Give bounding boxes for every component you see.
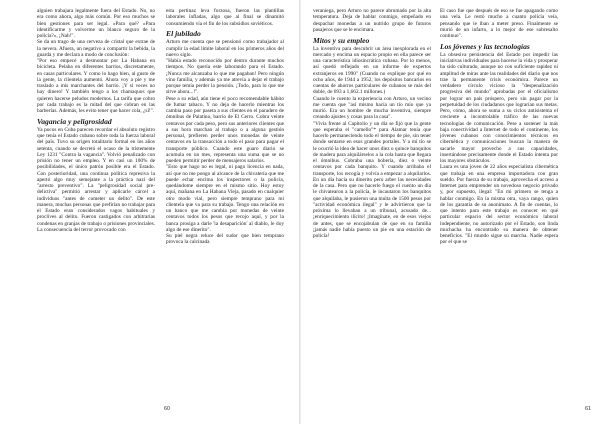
body-paragraph: "Por eso empecé a desmontar por La Habana en bicicleta. Pelaba en diferentes barrios, discretamente, en casas particulares. Y como lo hago bien, al gusto de la gente, la clientela aumentó. Ahora voy a pie y me traslado a mis marchantes del barrio. ¡Y si veces no hay dinero! Y también tengo a los chamaquos que quieren hacerse peludos modernos. La tarifa que cobro por cada trabajo es la mitad del que cobran en las barberías. Además, les evito tener que hacer cola, ¿sí!". [37,58,155,114]
body-paragraph: "Vivía frente al Capitolio y un día se fijó que la gente que esperaba el "camello"* para Alamar tenía que hacerlo permaneciendo todo el tiempo de pie, sin tener donde sentarse en esos grandes portales. Y a mí tío se le ocurrió la idea de hacer unos diez o quince banquitos de madera para alquilárselos a la cola hasta que llegara el ómnibus. Cobraba una bobería, diez o veinte centavos por cada banquito. Y cuando arribaba el transporte, los recogía y volvía a empezar a alquilarlos. En un día hacía su dinerito pero arber las necesidades de la casa. Pero que no hacerle fuego el cuento un día le chivatearon a la policía, le incautaron los banquitos que alquilaba, le pusieron una multa de 1500 pesos por "actividad económica ilegal" y le advirtieron que la próxima lo llevaban a un tribunal, acusado de... ¡enriquecimiento ilícito! ¡Imagínate, en de esos viejos de antes, que se encojabulan de que en su familia ¡jamás nadie había puesto un pie en una estación de policía! [313,120,431,239]
body-paragraph: "Había estado reconocido por dentro durante muchos tiempos. No quería este laborando para el Estado. ¡Nunca me alcanzaba lo que me pagaban! Pero ningún vino familia, y además ya me atrevía a dejar el trabajo porque temía perder la pensión. ¡Todo, para lo que me sirve ahora...!". [166,58,284,96]
right-page-column-2 [440,8,558,412]
body-paragraph: alguien trabajara legalmente fuera del Estado. No, no era como ahora, algo más común. Por eso muchos se bien gestiones para ser legal. «Para qué? «Para identificarme y volverme un blanco seguro de la policía?», ¡Nah!". [37,8,155,39]
body-paragraph: "Esto que hago no es legal, ni pago licencia en nada, así que no me pongo al alcance de la chivatería que me puede echar encima los inspectores o la policía, quedándome siempre en el mismo sitio. Hoy estoy aquí, mañana en La Habana Vieja, pasado en cualquier otro modo vial, pero siempre temprano para mi clientela que va para su trabajo. Tengo una relación en un banco que me cambia por monedas de veinte centavos todos los pesos que recojo aquí, y por la banca prosiga a darle 'la desaparición' al diablo, le doy algo de ese dinerito". [166,164,284,233]
body-paragraph: Ya pocos en Cuba parecen recordar el absoluto registro que tenía el Estado cubano sobre toda la fuerza laboral del país. Tuvo su origen totalitario formal en los años setenta, cuando se decretó el ocaso de la tristemente Ley 1231 "Contra la vagancia". Volvió penalizado con prisión no tener un empleo. Y en casi un 100% de posibilidades, el único patrón posible era el Estado. Con posterioridad, una continua política represiva la apertó algo muy semejante a la práctica nazi del "arresto preventivo". La "peligrosidad social pre-delictiva" permitió arrestar y aplicarle cárcel a individuos "antes de cometer un delito". De este manera, muchas personas que prefirían no trabajar para el Estado eran considerados vagos habituales y proclives al delito. Fueron castigados con arbitrarias condenas en granjas de trabajo o prisiones provinciales. La consecuencia del terror provocado con [37,126,155,233]
left-page-column-2 [166,8,284,412]
right-page-column-1 [313,8,431,412]
body-paragraph: Su piel negra reluce del sudor que bien temprano provoca la calcinada [166,233,284,246]
section-heading: Vagancia y peligrosidad [37,116,112,126]
body-paragraph: Arturo me cuenta que se pensionó como trabajador al cumplir la edad límite laboral en los primeros años del nuevo siglo. [166,39,284,58]
right-page-number: 61 [585,406,592,412]
section-heading: Mitos y su empleo [313,35,370,45]
body-paragraph: Laura es una joven de 22 años especialista cibernética que trabaja en una empresa importadora con gran sueldo. Por fuerza de su trabajo, aprovecha el acceso a Internet para emprender un novedoso negocio privado y, por supuesto, ilegal: "En mi primero se tenga a hablar conmigo. En la misma otra, vaya rango, quien de los garantía de su anonimato. A fin de cuentas, lo que intento para este trabajo es conocer en qué particular espacio del sector económico laboral independiente, no autorizado por el Estado, son linda muchacha ha encontrado su manera de obtener beneficios. "El mundo sigue su marcha. Nadie espera por el que se [440,164,558,246]
left-page-column-1 [37,8,155,412]
left-page-number: 60 [164,406,171,412]
body-paragraph: La inventiva para descubrir un área inexplorada en el mercado y encima un espacio propio en ella parece ser una característica idiosincrática cubana. Por lo menos, así quedó reflejado en un informe de expertos extranjeros en 1990" (Cuando no explique por qué en ocho años, de 1944 a 1952, los depósitos bancarios en cuentas de ahorros particulares de cubanos se más del doble, de 693 a 1,662.1 millones.) [313,45,431,96]
body-paragraph: Se da un trago de una cerveza de cristal que extrae de la nevera. Afuera, un negativo a compartir la bebida, la guarda y me declara a modo de conclusión: [37,39,155,58]
body-paragraph: Cuando le cuento la experiencia con Arturo, un vecino me cuenta que "así mismo hacía un tío mío que ya murió. Era un hombre de mucha inventiva, siempre creando ajustes y cosas para la casa". [313,95,431,121]
body-paragraph: veraniega, pero Arturo no parece abrumado por la alta temperatura. Deja de hablar conmigo, empeñado en despachar monedas a un nutrido grupo de futuros pasajeros que se le encimara. [313,8,431,33]
body-paragraph: Pese a su edad, aún tiene el poco recomendable hábito de fumar tabaco. Y no deja de hacerlo mientras los cambia paso por paseta a sus clientes en el paradero de ómnibus de Palatino, barrio de El Cerro. Cobra veinte centavos por cada peso, pero sus anteriores clientes que a sus hora marchan al trabajo o a alguna gestión personal, prefieren perder unos monedas de veinte centavos en la transacción a todo el paso para pagar el transporte público. Cuando este guaro diario se acumula en un mes, representa una suma que se no pueden permitir perder de mensajeros salarios. [166,95,284,164]
section-heading: Los jóvenes y las tecnologías [440,41,530,51]
body-paragraph: El caso fue que después de eso se fue apagando como una vela. Le restó mucho a cuanto policía veía, pensando que le iban a meter preso. Finalmente se murió de un infarto, a lo mejor de ese sobresalto continuo". [440,8,558,39]
body-paragraph: La obsesiva persistencia del Estado por impedir las iniciativas individuales para hacerse la vida y prosperar ha sido culturado, aunque no con suficiente rapidez ni amplitud de miras ante las realidades del diario que nos trae la permanente crisis económica. Parece un verdadero círculo vicioso la "despenalización progresiva del mundo" aprobadas por el oficialismo por lograr un país próspero, pero sin pagar por la perpetuidad de los ciudadanos que lograrían sus metas. Pero, cómo, ahora se suma a su ciclos antisistema el creciente a incontrolable tráfico de las nuevas tecnologías de comunicación. Pese a sostener la más baja conectividad a Internet de todo el continente, los jóvenes cubanos con conocimientos técnicos en cibernética y comunicaciones buscan la manera de sacarle mayor provecho a sus capacidades, insertándose precisamente donde el Estado intenta por los mayores obstáculos. [440,51,558,164]
section-heading: El jubilado [166,29,201,39]
right-page [300,0,600,424]
body-paragraph: esta pertinaz leva forzosa, fueron las plantillas laborales infladas, algo que al final se dinamitó consumiendo vía el fin de los subsidios soviéticos. [166,8,284,27]
